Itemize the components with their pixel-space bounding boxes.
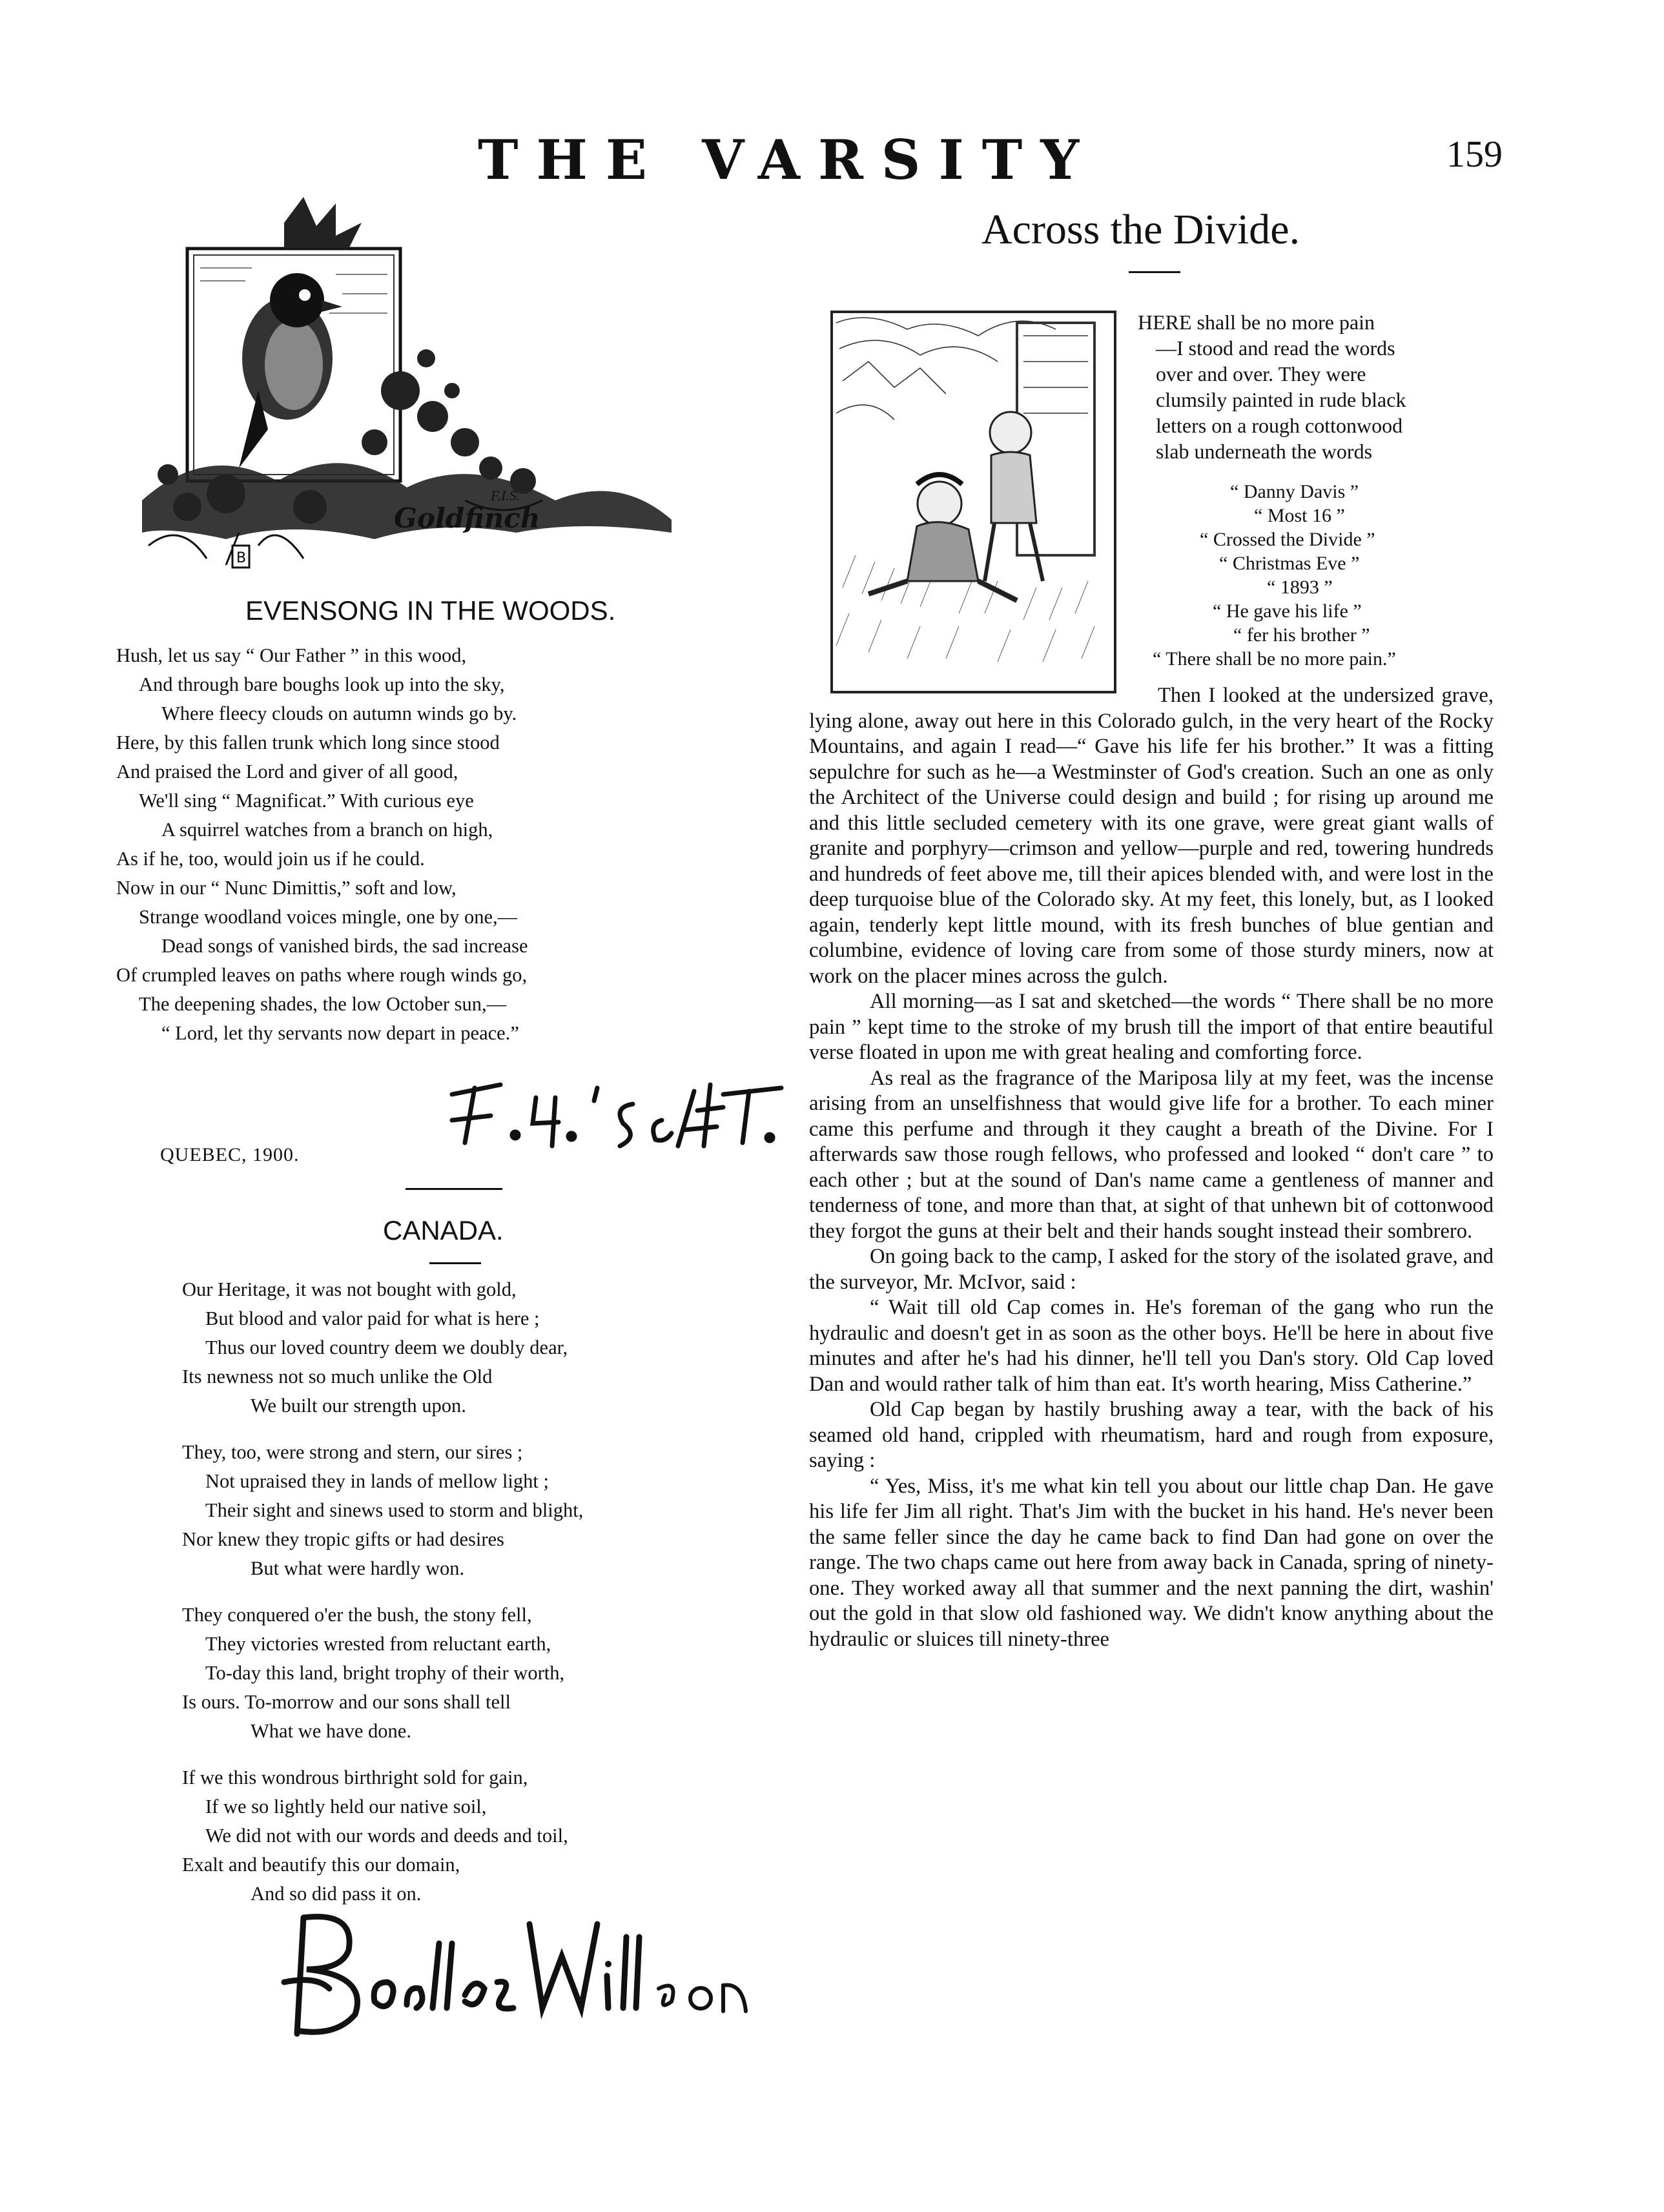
page-number: 159 — [1446, 133, 1503, 175]
title-rule — [1129, 271, 1180, 273]
text-line: —I stood and read the words — [1156, 336, 1395, 360]
body-paragraph: Then I looked at the undersized grave, lying alone, away out here in this Colorado gulch, in the very heart of the Rocky Mountains, and again I read—“ Gave his life fer his brother.” It was a fitting sepulchre for such as he—a Westminster of God's creation. Such an one as only the Architect of the Universe could design and build ; for rising up around me and this little secluded cemetery with its one grave, were great giant walls of granite and porphyry—crimson and yellow—purple and red, towering hundreds and hundreds of feet above me, till their apices blended with, and were lost in the deep turquoise blue of the Colorado sky. At my feet, this lonely, but, as I looked again, tenderly kept little mound, with its fresh bunches of blue gentian and columbine, evidence of loving care from some of those sturdy miners, now at work on the placer mines across the gulch. — [809, 684, 1494, 988]
poem-line: “ Lord, let thy servants now depart in peace.” — [161, 1022, 519, 1044]
body-paragraph: As real as the fragrance of the Mariposa lily at my feet, was the incense arising from an unselfishness that would give life for a brother. To each miner came this perfume and through it they caught a breath of the Divine. For I afterwards saw those rough fellows, who professed and looked “ don't care ” to each other ; but at the sound of Dan's name came a gentleness of manner and tenderness of tone, and more than that, at sight of that unhewn bit of cottonwood they forgot the guns at their belt and their hands sought instead their sombrero. — [809, 1066, 1494, 1243]
body-paragraph: Old Cap began by hastily brushing away a tear, with the back of his seamed old hand, crippled with rheumatism, hard and rough from exposure, saying : — [809, 1398, 1494, 1472]
poem-title-evensong: EVENSONG IN THE WOODS. — [245, 595, 616, 626]
poem-line: Our Heritage, it was not bought with gold, — [182, 1278, 517, 1300]
place-date: QUEBEC, 1900. — [160, 1144, 300, 1165]
epitaph-line: “ There shall be no more pain.” — [1153, 648, 1396, 670]
epitaph-line: “ Most 16 ” — [1254, 505, 1345, 526]
poem-line: And praised the Lord and giver of all good, — [116, 761, 458, 783]
epitaph-line: “ Danny Davis ” — [1230, 481, 1359, 502]
poem-line: Nor knew they tropic gifts or had desires — [182, 1528, 504, 1550]
poem-line: Dead songs of vanished birds, the sad increase — [161, 935, 528, 957]
epitaph-line: “ He gave his life ” — [1213, 600, 1362, 622]
poem-line: Exalt and beautify this our domain, — [182, 1854, 460, 1876]
poem-line: Its newness not so much unlike the Old — [182, 1366, 493, 1388]
poem-line: And through bare boughs look up into the sky, — [139, 673, 505, 695]
poem-line: Now in our “ Nunc Dimittis,” soft and low, — [116, 877, 457, 899]
poem-line: A squirrel watches from a branch on high, — [161, 819, 493, 841]
poem-title-canada: CANADA. — [383, 1215, 504, 1245]
artist-mark: F.I.S. — [491, 487, 520, 504]
title-rule — [429, 1262, 481, 1264]
article-body — [809, 683, 1494, 1652]
poem-line: To-day this land, bright trophy of their worth, — [205, 1662, 565, 1684]
epitaph-line: “ 1893 ” — [1267, 577, 1333, 598]
vignette-caption: Goldfinch — [394, 502, 540, 534]
boys-sketch-image — [830, 310, 1117, 694]
poem-line: Is ours. To-morrow and our sons shall tell — [182, 1691, 511, 1713]
poem-line: Here, by this fallen trunk which long since stood — [116, 732, 500, 753]
epitaph-line: “ Christmas Eve ” — [1219, 553, 1360, 574]
epitaph-line: “ fer his brother ” — [1233, 624, 1370, 646]
article-title: Across the Divide. — [981, 206, 1300, 253]
text-line: over and over. They were — [1156, 362, 1366, 385]
signature-scott — [439, 1059, 788, 1162]
text-line: clumsily painted in rude black — [1156, 388, 1406, 411]
poem-line: They victories wrested from reluctant earth, — [205, 1633, 551, 1655]
body-paragraph: All morning—as I sat and sketched—the words “ There shall be no more pain ” kept time to the stroke of my brush till the import of that entire beautiful verse floated in upon me with great healing and comforting force. — [809, 990, 1494, 1064]
body-paragraph: On going back to the camp, I asked for the story of the isolated grave, and the surveyor, Mr. McIvor, said : — [809, 1245, 1494, 1294]
poem-line: Hush, let us say “ Our Father ” in this wood, — [116, 644, 467, 666]
poem-line: They conquered o'er the bush, the stony fell, — [182, 1604, 532, 1626]
section-divider — [406, 1188, 502, 1190]
svg-text:B: B — [236, 550, 247, 566]
epitaph-line: “ Crossed the Divide ” — [1200, 529, 1375, 550]
poem-line: The deepening shades, the low October sun,— — [139, 993, 507, 1015]
text-line: HERE shall be no more pain — [1138, 311, 1375, 334]
poem-line: Strange woodland voices mingle, one by one,— — [139, 906, 518, 928]
text-line: slab underneath the words — [1156, 440, 1373, 463]
poem-line: If we this wondrous birthright sold for gain, — [182, 1767, 528, 1788]
body-paragraph: “ Yes, Miss, it's me what kin tell you about our little chap Dan. He gave his life fer Jim all right. That's Jim with the bucket in his hand. He's never been the same feller since the day he came back to find Dan had gone on over the range. The two chaps came out here from away back in Canada, spring of ninety-one. They worked away all that summer and the next panning the dirt, washin' out the gold in that slow old fashioned way. We didn't know anything about the hydraulic or sluices till ninety-three — [809, 1474, 1494, 1651]
poem-line: We did not with our words and deeds and toil, — [205, 1825, 568, 1847]
poem-line: If we so lightly held our native soil, — [205, 1796, 487, 1818]
poem-line: Where fleecy clouds on autumn winds go by. — [161, 702, 517, 724]
poem-line: What we have done. — [251, 1720, 411, 1742]
body-paragraph: “ Wait till old Cap comes in. He's foreman of the gang who run the hydraulic and doesn't get in as soon as the other boys. He'll be here in about five minutes and after he's had his dinner, he'll tell you Dan's story. Old Cap loved Dan and would rather talk of him than eat. It's worth hearing, Miss Catherine.” — [809, 1296, 1494, 1396]
poem-line: Not upraised they in lands of mellow light ; — [205, 1470, 549, 1492]
poem-line: We built our strength upon. — [251, 1395, 466, 1417]
poem-line: Their sight and sinews used to storm and blight, — [205, 1499, 584, 1521]
poem-line: We'll sing “ Magnificat.” With curious eye — [139, 790, 474, 812]
poem-line: Thus our loved country deem we doubly dear, — [205, 1336, 568, 1358]
signature-willson — [278, 1905, 768, 2040]
poem-line: Of crumpled leaves on paths where rough winds go, — [116, 964, 528, 986]
poem-line: They, too, were strong and stern, our sires ; — [182, 1441, 523, 1463]
poem-line: But what were hardly won. — [251, 1557, 465, 1579]
poem-line: As if he, too, would join us if he could. — [116, 848, 425, 870]
masthead: THE VARSITY — [478, 128, 1098, 192]
poem-line: But blood and valor paid for what is here ; — [205, 1307, 540, 1329]
poem-line: And so did pass it on. — [251, 1883, 422, 1905]
text-line: letters on a rough cottonwood — [1156, 414, 1403, 437]
